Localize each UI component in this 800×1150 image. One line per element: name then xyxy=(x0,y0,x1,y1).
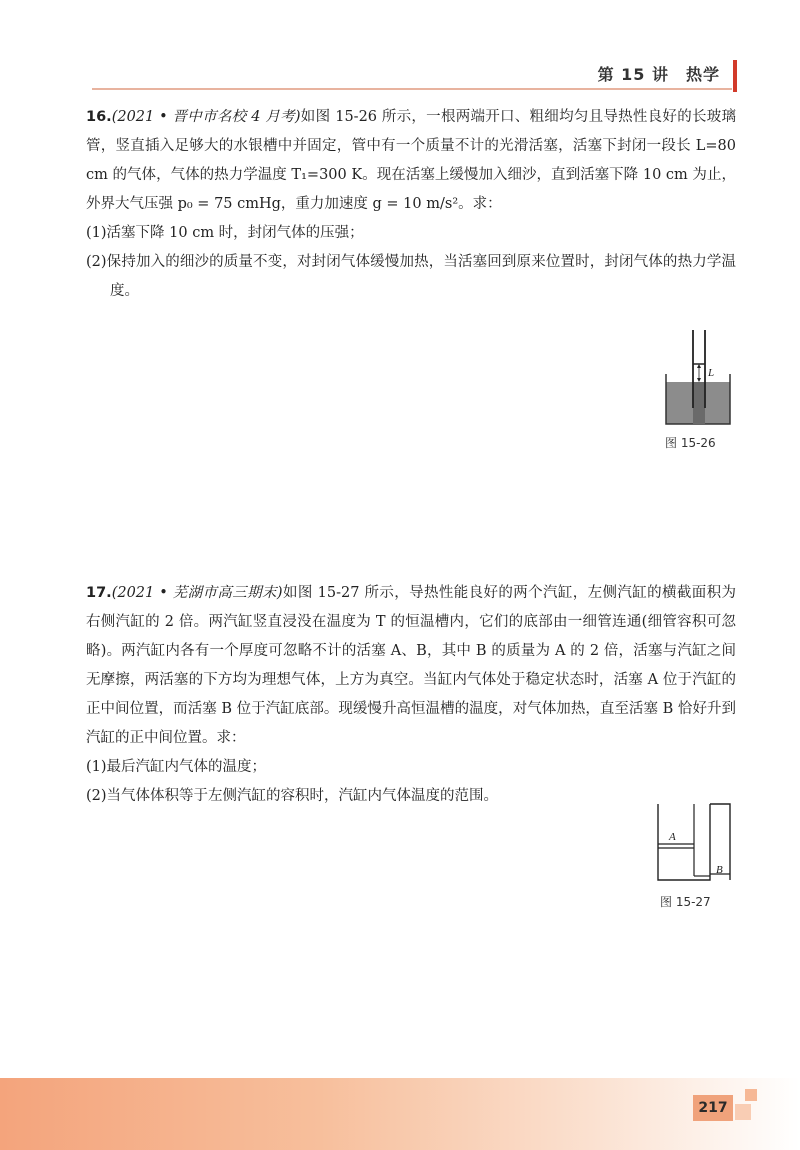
problem-16-source: (2021 • 晋中市名校 4 月考) xyxy=(111,109,301,125)
problem-16-number: 16. xyxy=(86,109,112,125)
problem-17-question-1: (1)最后汽缸内气体的温度； xyxy=(86,759,267,775)
figure-15-26-caption: 图 15-26 xyxy=(665,436,716,450)
problem-17-body: 如图 15-27 所示，导热性能良好的两个汽缸，左侧汽缸的横截面积为右侧汽缸的 2 倍。两汽缸竖直浸没在温度为 T 的恒温槽内，它们的底部由一细管连通(细管容积可忽略)。两汽缸内各有一个厚度可忽略不计的活塞 A、B，其中 B 的质量为 A 的 2 倍，活塞与汽缸之间无摩擦，两活塞的下方均为理想气体，上方为真空。当缸内气体处于稳定状态时，活塞 A 位于汽缸的正中间位置，而活塞 B 位于汽缸底部。现缓慢升高恒温槽的温度，对气体加热，直至活塞 B 恰好升到汽缸的正中间位置。求： xyxy=(86,585,736,746)
problem-17-question-2: (2)当气体体积等于左侧汽缸的容积时，汽缸内气体温度的范围。 xyxy=(86,788,499,804)
footer-gradient-band xyxy=(0,1078,800,1150)
problem-16-stem xyxy=(86,103,736,219)
chapter-title: 第 15 讲 热学 xyxy=(597,65,720,84)
figure-15-27-label-b: B xyxy=(716,864,723,876)
figure-15-26 xyxy=(660,330,740,430)
problem-16-question-1: (1)活塞下降 10 cm 时，封闭气体的压强； xyxy=(86,225,364,241)
problem-16-question-2: (2)保持加入的细沙的质量不变，对封闭气体缓慢加热，当活塞回到原来位置时，封闭气体的热力学温度。 xyxy=(86,254,736,299)
problem-16-body: 如图 15-26 所示，一根两端开口、粗细均匀且导热性良好的长玻璃管，竖直插入足够大的水银槽中并固定，管中有一个质量不计的光滑活塞，活塞下封闭一段长 L=80 cm 的气体，气体的热力学温度 T₁=300 K。现在活塞上缓慢加入细沙，直到活塞下降 10 cm 为止，外界大气压强 p₀ = 75 cmHg，重力加速度 g = 10 m/s²。求： xyxy=(86,109,736,212)
problem-17-number: 17. xyxy=(86,585,112,601)
problem-17-stem xyxy=(86,579,736,753)
problem-16 xyxy=(86,103,736,306)
problem-17-source: (2021 • 芜湖市高三期末) xyxy=(111,585,283,601)
header-accent-bar xyxy=(733,60,737,92)
problem-17 xyxy=(86,579,736,811)
figure-15-26-label-l: L xyxy=(708,367,715,379)
figure-15-27 xyxy=(654,802,734,884)
header-rule xyxy=(92,88,732,90)
page-number: 217 xyxy=(693,1095,733,1121)
footer-decor-square xyxy=(745,1089,757,1101)
footer-decor-square xyxy=(735,1104,751,1120)
figure-15-27-label-a: A xyxy=(669,831,676,843)
figure-15-27-caption: 图 15-27 xyxy=(660,895,711,909)
